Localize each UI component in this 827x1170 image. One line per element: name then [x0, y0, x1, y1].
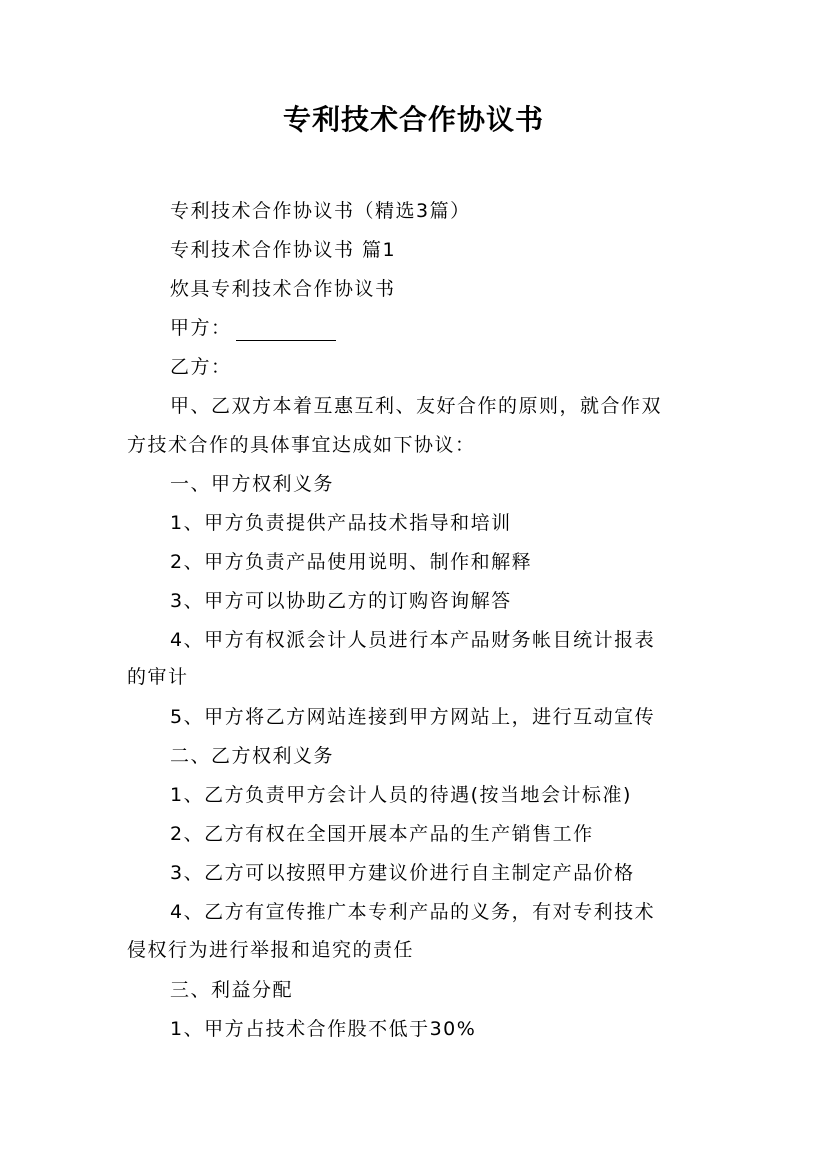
section-heading-line: 一、甲方权利义务 — [170, 473, 335, 495]
list-item-line: 4、乙方有宣传推广本专利产品的义务，有对专利技术 — [170, 901, 656, 923]
document-title: 专利技术合作协议书 — [282, 103, 544, 136]
list-item-continuation-line: 的审计 — [127, 666, 189, 688]
section-heading-line: 三、利益分配 — [170, 979, 294, 1001]
paragraph-line: 方技术合作的具体事宜达成如下协议： — [127, 434, 476, 456]
section-heading-line: 二、乙方权利义务 — [170, 745, 335, 767]
party-a-line — [170, 315, 336, 341]
list-item-line: 3、乙方可以按照甲方建议价进行自主制定产品价格 — [170, 862, 635, 884]
list-item-line: 2、甲方负责产品使用说明、制作和解释 — [170, 551, 533, 573]
party-a-blank — [236, 320, 336, 341]
section-heading-line: 专利技术合作协议书 篇1 — [170, 239, 397, 261]
list-item-line: 2、乙方有权在全国开展本产品的生产销售工作 — [170, 823, 594, 845]
party-b-line: 乙方： — [170, 356, 232, 378]
list-item-continuation-line: 侵权行为进行举报和追究的责任 — [127, 939, 415, 961]
list-item-line: 1、甲方占技术合作股不低于30% — [170, 1018, 477, 1040]
list-item-line: 4、甲方有权派会计人员进行本产品财务帐目统计报表 — [170, 629, 656, 651]
agreement-name-line: 炊具专利技术合作协议书 — [170, 278, 396, 300]
list-item-line: 1、乙方负责甲方会计人员的待遇(按当地会计标准) — [170, 784, 632, 806]
subtitle-line: 专利技术合作协议书（精选3篇） — [170, 200, 471, 222]
list-item-line: 5、甲方将乙方网站连接到甲方网站上，进行互动宣传 — [170, 706, 656, 728]
list-item-line: 3、甲方可以协助乙方的订购咨询解答 — [170, 590, 512, 612]
list-item-line: 1、甲方负责提供产品技术指导和培训 — [170, 512, 512, 534]
party-a-label: 甲方： — [170, 317, 232, 339]
paragraph-line: 甲、乙双方本着互惠互利、友好合作的原则，就合作双 — [170, 395, 663, 417]
